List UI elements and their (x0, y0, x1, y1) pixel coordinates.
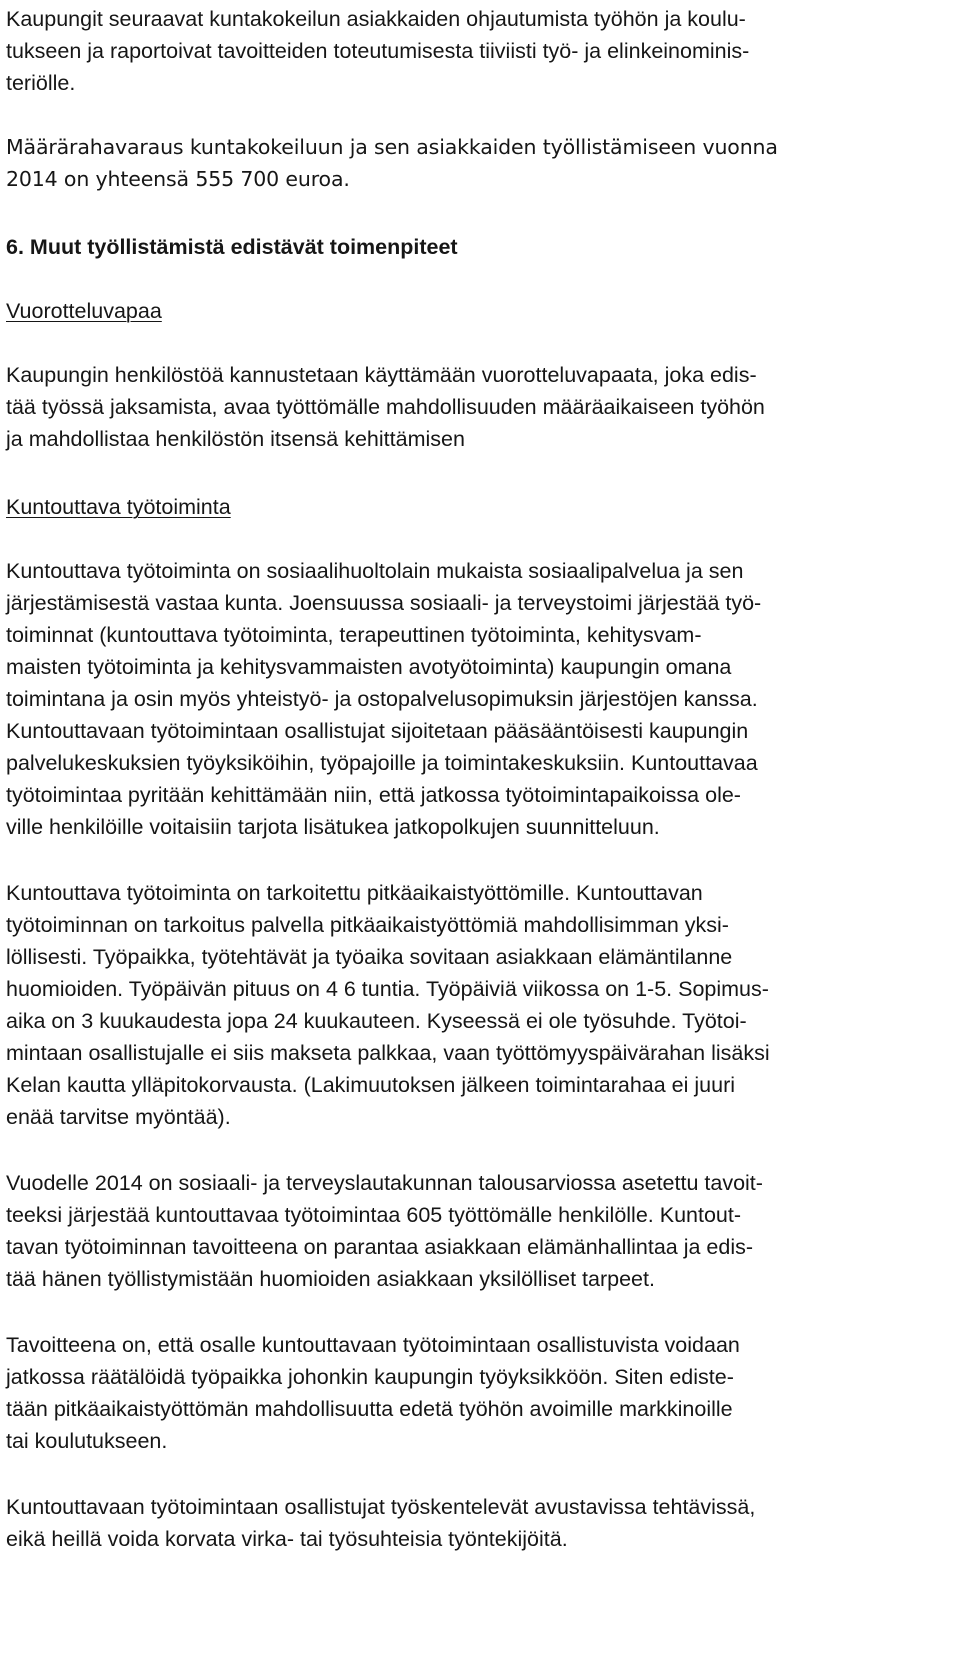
text-line: tavan työtoiminnan tavoitteena on parantaa asiakkaan elämänhallintaa ja edis- (6, 1235, 754, 1259)
text-line: Kuntouttavaan työtoimintaan osallistujat työskentelevät avustavissa tehtävissä, (6, 1495, 756, 1519)
text-line: järjestämisestä vastaa kunta. Joensuussa sosiaali- ja terveystoimi järjestää työ- (6, 591, 762, 615)
text-line: eikä heillä voida korvata virka- tai työsuhteisia työntekijöitä. (6, 1527, 568, 1551)
text-line: huomioiden. Työpäivän pituus on 4 6 tuntia. Työpäiviä viikossa on 1-5. Sopimus- (6, 977, 769, 1001)
text-line: toiminnat (kuntouttava työtoiminta, terapeuttinen työtoiminta, kehitysvam- (6, 623, 702, 647)
text-line: 2014 on yhteensä 555 700 euroa. (6, 167, 350, 191)
text-line: Kuntouttavaan työtoimintaan osallistujat sijoitetaan pääsääntöisesti kaupungin (6, 719, 749, 743)
subheading-vuorotteluvapaa: Vuorotteluvapaa (6, 299, 162, 323)
text-line: mintaan osallistujalle ei siis makseta palkkaa, vaan työttömyyspäivärahan lisäksi (6, 1041, 770, 1065)
text-line: teriölle. (6, 71, 76, 95)
text-line: löllisesti. Työpaikka, työtehtävät ja työaika sovitaan asiakkaan elämäntilanne (6, 945, 733, 969)
text-line: teeksi järjestää kuntouttavaa työtoimintaa 605 työttömälle henkilölle. Kuntout- (6, 1203, 742, 1227)
text-line: Kuntouttava työtoiminta on tarkoitettu pitkäaikaistyöttömille. Kuntouttavan (6, 881, 703, 905)
text-line: tai koulutukseen. (6, 1429, 168, 1453)
text-line: työtoimintaa pyritään kehittämään niin, että jatkossa työtoimintapaikoissa ole- (6, 783, 741, 807)
text-line: työtoiminnan on tarkoitus palvella pitkäaikaistyöttömiä mahdollisimman yksi- (6, 913, 729, 937)
text-line: maisten työtoiminta ja kehitysvammaisten avotyötoiminta) kaupungin omana (6, 655, 732, 679)
text-line: Kelan kautta ylläpitokorvausta. (Lakimuutoksen jälkeen toimintarahaa ei juuri (6, 1073, 736, 1097)
text-line: ja mahdollistaa henkilöstön itsensä kehittämisen (6, 427, 465, 451)
text-line: Vuodelle 2014 on sosiaali- ja terveyslautakunnan talousarviossa asetettu tavoit- (6, 1171, 763, 1195)
text-line: jatkossa räätälöidä työpaikka johonkin kaupungin työyksikköön. Siten ediste- (6, 1365, 734, 1389)
text-line: tukseen ja raportoivat tavoitteiden toteutumisesta tiiviisti työ- ja elinkeinominis- (6, 39, 750, 63)
text-line: enää tarvitse myöntää). (6, 1105, 231, 1129)
text-line: ville henkilöille voitaisiin tarjota lisätukea jatkopolkujen suunnitteluun. (6, 815, 660, 839)
text-line: aika on 3 kuukaudesta jopa 24 kuukauteen. Kyseessä ei ole työsuhde. Työtoi- (6, 1009, 747, 1033)
text-line: Määrärahavaraus kuntakokeiluun ja sen asiakkaiden työllistämiseen vuonna (6, 135, 778, 159)
text-line: palvelukeskuksien työyksiköihin, työpajoille ja toimintakeskuksiin. Kuntouttavaa (6, 751, 758, 775)
subheading-kuntouttava-tyotoiminta: Kuntouttava työtoiminta (6, 495, 231, 519)
text-line: tään pitkäaikaistyöttömän mahdollisuutta edetä työhön avoimille markkinoille (6, 1397, 733, 1421)
text-line: Kuntouttava työtoiminta on sosiaalihuoltolain mukaista sosiaalipalvelua ja sen (6, 559, 744, 583)
text-line: toimintana ja osin myös yhteistyö- ja ostopalvelusopimuksin järjestöjen kanssa. (6, 687, 758, 711)
text-line: Kaupungit seuraavat kuntakokeilun asiakkaiden ohjautumista työhön ja koulu- (6, 7, 746, 31)
text-line: Tavoitteena on, että osalle kuntouttavaan työtoimintaan osallistuvista voidaan (6, 1333, 740, 1357)
text-line: Kaupungin henkilöstöä kannustetaan käyttämään vuorotteluvapaata, joka edis- (6, 363, 757, 387)
text-line: tää työssä jaksamista, avaa työttömälle mahdollisuuden määräaikaiseen työhön (6, 395, 765, 419)
section-heading: 6. Muut työllistämistä edistävät toimenpiteet (6, 235, 458, 259)
text-line: tää hänen työllistymistään huomioiden asiakkaan yksilölliset tarpeet. (6, 1267, 655, 1291)
